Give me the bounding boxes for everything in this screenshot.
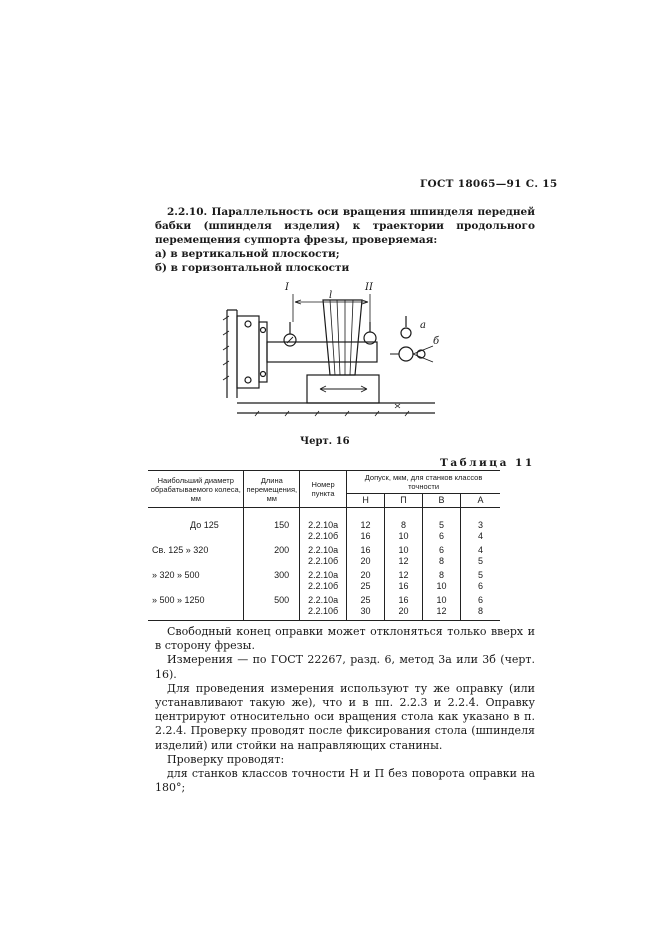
col-class: А	[460, 494, 500, 508]
paragraph: Свободный конец оправки может отклоняться только вверх и в сторону фрезы.	[155, 625, 535, 653]
page-header: ГОСТ 18065—91 С. 15	[420, 178, 558, 190]
indicator-b	[399, 347, 413, 361]
body-text	[155, 625, 535, 795]
paragraph: Измерения — по ГОСТ 22267, разд. 6, метод 3а или 3б (черт. 16).	[155, 653, 535, 681]
table-row: » 500 » 1250 500 2.2.10а 25 16 10 6	[148, 591, 500, 606]
table-row: 2.2.10б 16 10 6 4	[148, 531, 500, 542]
label-I: I	[285, 282, 289, 293]
table-row: 2.2.10б 20 12 8 5	[148, 556, 500, 567]
paragraph: Проверку проводят:	[167, 752, 285, 766]
table-row: 2.2.10б 30 20 12 8	[148, 606, 500, 621]
section-heading: 2.2.10. Параллельность оси вращения шпинделя передней бабки (шпинделя изделия) к траектории продольного перемещения суппорта фрезы, проверяемая:	[155, 206, 535, 246]
mandrel	[267, 342, 377, 362]
figure-caption: Черт. 16	[300, 436, 350, 447]
col-item: Номер пункта	[300, 471, 347, 508]
paragraph: Для проведения измерения используют ту же оправку (или устанавливают такую же), что и в пп. 2.2.3 и 2.2.4. Оправку центрируют относительно оси вращения стола как указано в п. 2.2.4. Проверку проводят после фиксирования стола (шпинделя изделий) или стойки на направляющих станины.	[155, 681, 535, 752]
label-II: II	[365, 282, 373, 293]
section-title	[155, 205, 535, 275]
guide	[237, 403, 435, 413]
table-row: До 125 150 2.2.10а 12 8 5 3	[148, 508, 500, 531]
wall	[227, 310, 237, 398]
table-label: Таблица 11	[440, 457, 535, 469]
col-class: В	[423, 494, 461, 508]
indicator-a	[401, 328, 411, 338]
paragraph: для станков классов точности Н и П без поворота оправки на 180°;	[155, 767, 535, 795]
label-b: б	[433, 336, 440, 347]
gear-wheel	[323, 300, 362, 375]
col-class: П	[385, 494, 423, 508]
col-tolerance: Допуск, мкм, для станков классов точности	[347, 471, 500, 494]
technical-drawing	[215, 280, 455, 430]
label-l: l	[329, 290, 333, 301]
table-row: Св. 125 » 320 200 2.2.10а 16 10 6 4	[148, 541, 500, 556]
list-item: а) в вертикальной плоскости;	[155, 248, 340, 260]
label-a: а	[420, 320, 426, 331]
tolerance-table	[148, 470, 500, 621]
col-diameter: Наибольший диаметр обрабатываемого колеса, мм	[148, 471, 244, 508]
table-row: » 320 » 500 300 2.2.10а 20 12 8 5	[148, 566, 500, 581]
col-length: Длина перемещения, мм	[244, 471, 300, 508]
col-class: Н	[347, 494, 385, 508]
table-row: 2.2.10б 25 16 10 6	[148, 581, 500, 592]
list-item: б) в горизонтальной плоскости	[155, 262, 350, 274]
